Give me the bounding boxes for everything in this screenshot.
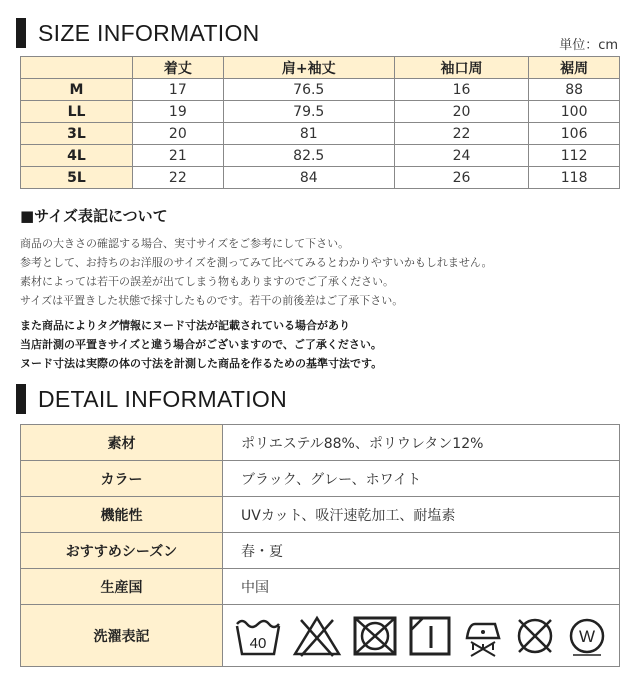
- size-info-title: SIZE INFORMATION: [38, 19, 260, 46]
- iron-low-no-steam-icon: [461, 614, 505, 658]
- note-line: 参考として、お持ちのお洋服のサイズを測ってみて比べてみるとわかりやすいかもしれません。: [20, 256, 493, 269]
- note-line: サイズは平置きした状態で採寸したものです。若干の前後差はご了承下さい。: [20, 294, 404, 307]
- size-info-header: [16, 18, 260, 48]
- table-cell: 82.5: [223, 145, 394, 167]
- table-row: [21, 569, 620, 605]
- no-tumble-dry-icon: [351, 614, 399, 658]
- wash-temp-text: 40: [249, 634, 267, 652]
- table-cell: 20: [133, 123, 224, 145]
- table-row: [21, 461, 620, 497]
- size-note-body: [20, 234, 620, 310]
- table-cell: 106: [529, 123, 620, 145]
- note-line: ヌード寸法は実際の体の寸法を計測した商品を作るための基準寸法です。: [20, 357, 383, 370]
- note-line: また商品によりタグ情報にヌード寸法が記載されている場合があり: [20, 319, 350, 332]
- table-cell: 20: [394, 101, 528, 123]
- table-cell: 81: [223, 123, 394, 145]
- size-table: [20, 56, 620, 189]
- table-cell: 100: [529, 101, 620, 123]
- size-label: 3L: [21, 123, 133, 145]
- care-icons-cell: [223, 605, 620, 667]
- table-row: [21, 101, 620, 123]
- care-label: 洗濯表記: [21, 605, 223, 667]
- nude-size-note: [20, 316, 620, 373]
- detail-value: 春・夏: [223, 533, 620, 569]
- table-cell: 21: [133, 145, 224, 167]
- detail-label: 生産国: [21, 569, 223, 605]
- table-cell: 76.5: [223, 79, 394, 101]
- table-cell: 24: [394, 145, 528, 167]
- note-line: 素材によっては若干の誤差が出てしまう物もありますのでご了承ください。: [20, 275, 394, 288]
- unit-label: 単位：cm: [559, 38, 618, 53]
- size-label: 4L: [21, 145, 133, 167]
- table-row: [21, 145, 620, 167]
- no-dry-clean-icon: [513, 614, 557, 658]
- size-note-heading: ■サイズ表記について: [20, 207, 168, 225]
- detail-label: おすすめシーズン: [21, 533, 223, 569]
- detail-value: 中国: [223, 569, 620, 605]
- table-cell: 17: [133, 79, 224, 101]
- detail-label: カラー: [21, 461, 223, 497]
- wet-clean-text: W: [578, 626, 596, 646]
- note-line: 商品の大きさの確認する場合、実寸サイズをご参考にして下さい。: [20, 237, 350, 250]
- column-header: 裾周: [529, 57, 620, 79]
- care-icons: [223, 614, 619, 658]
- detail-info-title: DETAIL INFORMATION: [38, 385, 288, 412]
- column-header: 肩+袖丈: [223, 57, 394, 79]
- table-cell: 16: [394, 79, 528, 101]
- note-line: 当店計測の平置きサイズと違う場合がございますので、ご了承ください。: [20, 338, 382, 351]
- column-header: 袖口周: [394, 57, 528, 79]
- detail-table: [20, 424, 620, 667]
- table-cell: 112: [529, 145, 620, 167]
- size-table-header-row: [21, 57, 620, 79]
- column-header: 着丈: [133, 57, 224, 79]
- table-cell: 118: [529, 167, 620, 189]
- table-cell: 88: [529, 79, 620, 101]
- table-row: [21, 497, 620, 533]
- detail-value: UVカット、吸汗速乾加工、耐塩素: [223, 497, 620, 533]
- size-label: M: [21, 79, 133, 101]
- no-bleach-icon: [291, 614, 343, 658]
- table-row: [21, 425, 620, 461]
- table-row: [21, 533, 620, 569]
- wet-clean-icon: [565, 614, 609, 658]
- size-label: LL: [21, 101, 133, 123]
- table-cell: 22: [133, 167, 224, 189]
- line-dry-shade-icon: [407, 614, 453, 658]
- wash-40-icon: [233, 614, 283, 658]
- detail-label: 機能性: [21, 497, 223, 533]
- detail-label: 素材: [21, 425, 223, 461]
- size-table-corner: [21, 57, 133, 79]
- detail-value: ブラック、グレー、ホワイト: [223, 461, 620, 497]
- section-marker: [16, 384, 26, 414]
- table-row: [21, 123, 620, 145]
- table-cell: 19: [133, 101, 224, 123]
- detail-value: ポリエステル88%、ポリウレタン12%: [223, 425, 620, 461]
- table-cell: 84: [223, 167, 394, 189]
- size-label: 5L: [21, 167, 133, 189]
- table-cell: 22: [394, 123, 528, 145]
- table-cell: 79.5: [223, 101, 394, 123]
- section-marker: [16, 18, 26, 48]
- table-row: [21, 167, 620, 189]
- table-row: [21, 79, 620, 101]
- care-row: [21, 605, 620, 667]
- detail-info-header: [16, 384, 287, 414]
- table-cell: 26: [394, 167, 528, 189]
